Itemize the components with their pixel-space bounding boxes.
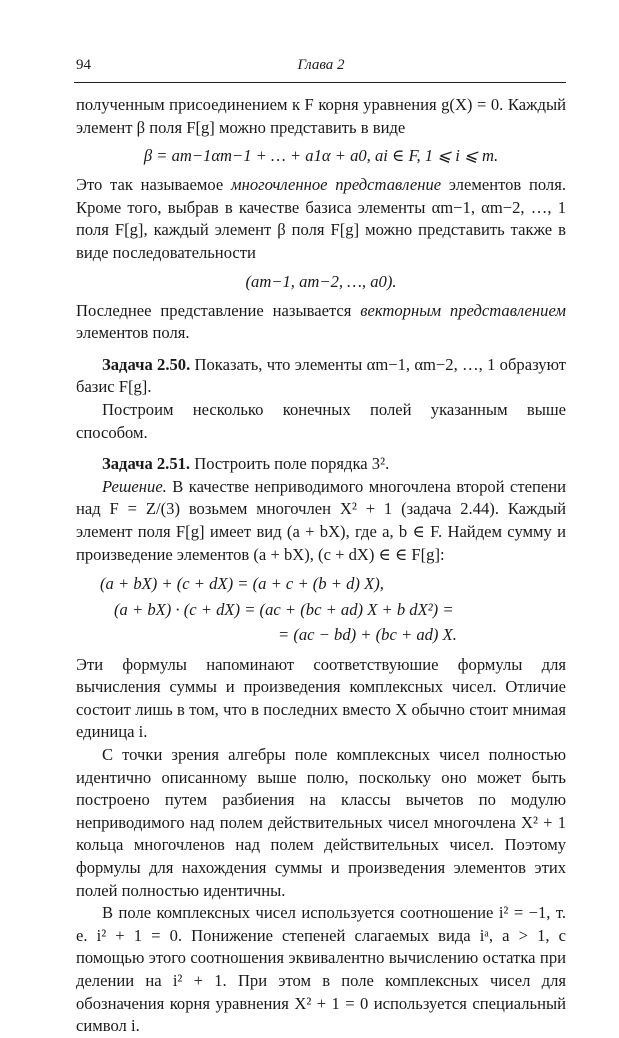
paragraph-4: Построим несколько конечных полей указанным выше способом. [76,399,566,442]
page-body [76,94,566,1038]
paragraph-3: Последнее представление называется векторным представлением элементов поля. [76,300,566,343]
paragraph-6: С точки зрения алгебры поле комплексных чисел полностью идентично описанному выше полю, поскольку оно может быть построено путем разбиения на классы вычетов по модулю неприводимого над полем действительных чисел многочлена X² + 1 кольца многочленов над полем действительных чисел. Поэтому формулы для нахождения суммы и произведения элементов этих полей полностью идентичны. [76,744,566,900]
paragraph-5: Эти формулы напоминают соответствуюшие формулы для вычисления суммы и произведения комплексных чисел. Отличие состоит лишь в том, что в последних вместо X обычно стоит мнимая единица i. [76,654,566,742]
task-2-51: Задача 2.51. Построить поле порядка 3². [102,454,390,474]
equation-sum: (a + bX) + (c + dX) = (a + c + (b + d) X), [100,574,384,594]
task-2-50: Задача 2.50. Показать, что элементы αm−1, αm−2, …, 1 образуют базис F[g]. [76,354,567,397]
page-number: 94 [76,57,91,73]
chapter-title: Глава 2 [297,57,345,73]
header-rule [74,82,566,83]
page-header [76,57,566,79]
equation-product-result: = (ac − bd) + (bc + ad) X. [278,625,457,645]
term-polynomial-representation: многочленное представление [231,175,442,195]
paragraph-2: Это так называемое многочленное представление элементов поля. Кроме того, выбрав в качестве базиса элементы αm−1, αm−2, …, 1 поля F[g], каждый элемент β поля F[g] можно представить также в виде последовательности [76,175,566,262]
formula-vector: (am−1, am−2, …, a0). [245,271,397,291]
solution-label: Решение. [102,476,167,496]
formula-polynomial-representation: β = am−1αm−1 + … + a1α + a0, ai ∈ F, 1 ⩽ i ⩽ m. [143,146,499,166]
task-2-50-label: Задача 2.50. [102,354,191,374]
task-2-51-label: Задача 2.51. [102,454,191,474]
paragraph-1: полученным присоединением к F корня уравнения g(X) = 0. Каждый элемент β поля F[g] можно представить в виде [76,95,566,137]
term-vector-representation: векторным представлением [360,300,566,320]
equation-product: (a + bX) · (c + dX) = (ac + (bc + ad) X + b dX²) = [114,599,454,619]
equations-block [100,571,566,648]
solution: Решение. В качестве неприводимого многочлена второй степени над F = Z/(3) возьмем многочлен X² + 1 (задача 2.44). Каждый элемент поля F[g] имеет вид (a + bX), где a, b ∈ F. Найдем сумму и произведение элементов (a + bX), (c + dX) ∈ ∈ F[g]: [76,476,567,564]
paragraph-7: В поле комплексных чисел используется соотношение i² = −1, т. е. i² + 1 = 0. Понижение степеней слагаемых вида iᵃ, a > 1, с помощью этого соотношения эквивалентно вычислению остатка при делении на i² + 1. При этом в поле комплексных чисел для обозначения корня уравнения X² + 1 = 0 используется специальный символ i. [76,903,566,1036]
